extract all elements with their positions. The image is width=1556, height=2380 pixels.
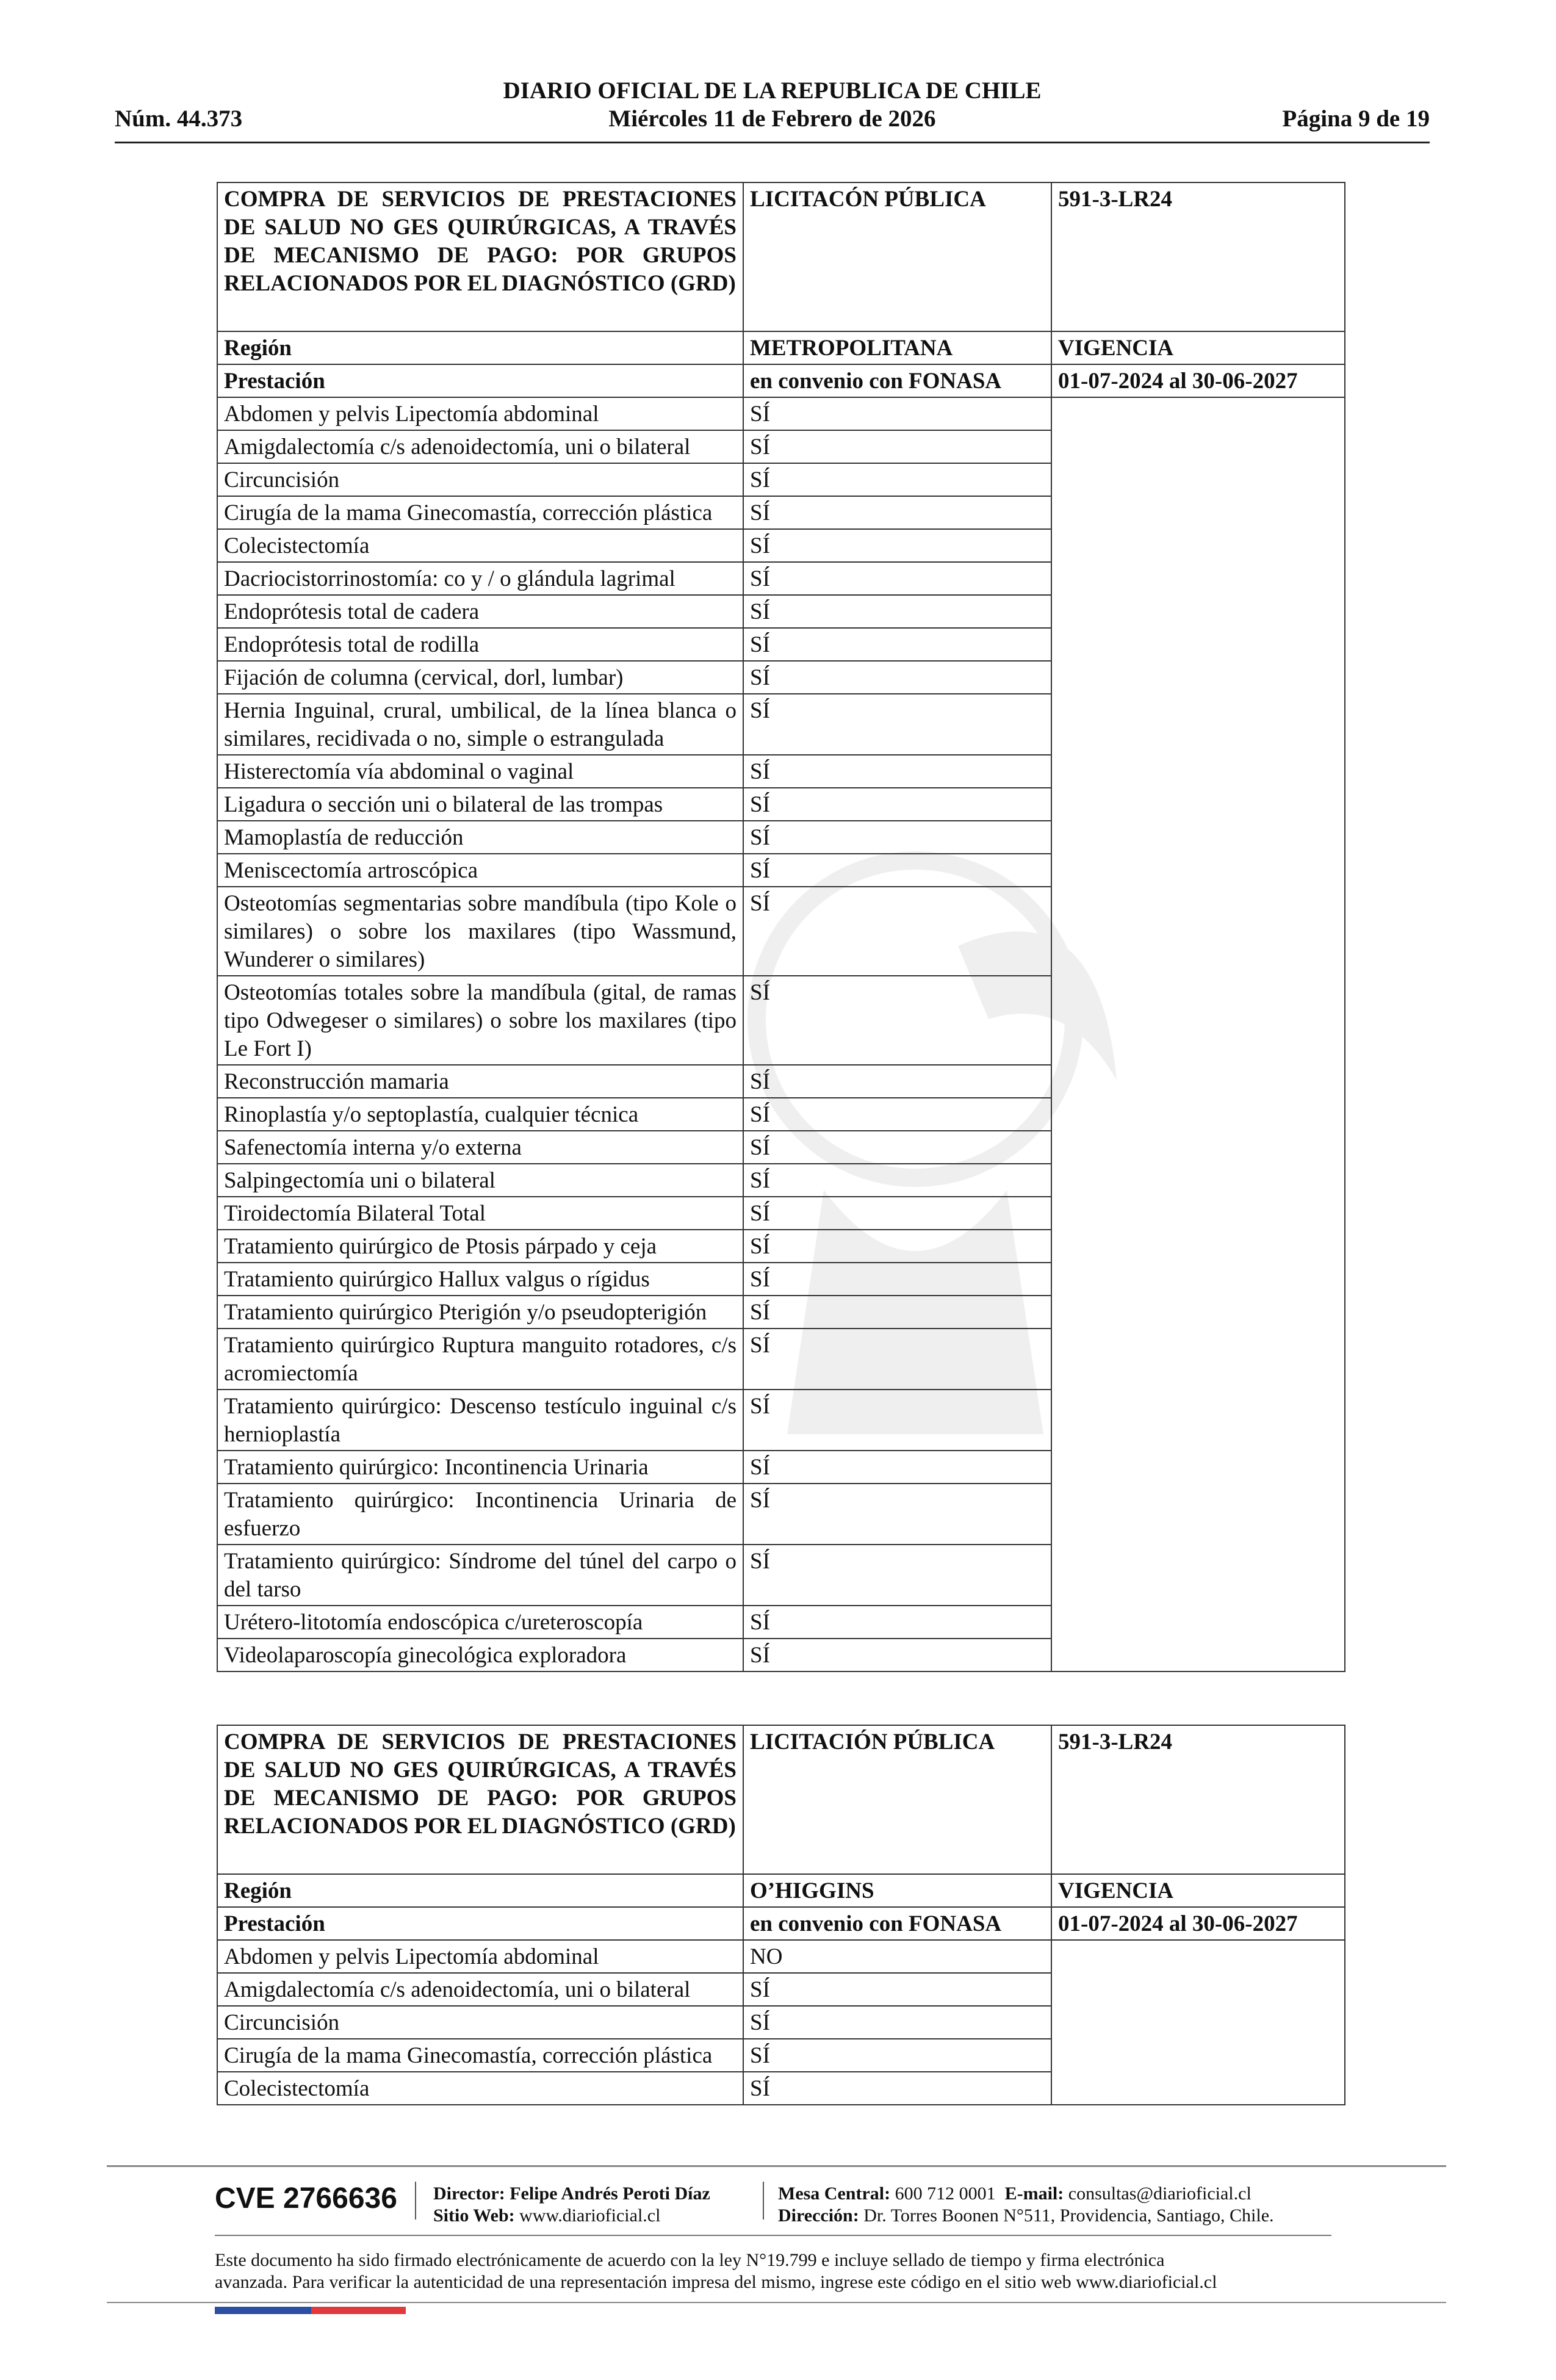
cve-code: CVE 2766636 xyxy=(215,2182,397,2215)
procedure-availability: SÍ xyxy=(743,1451,1051,1484)
mesa-phone: 600 712 0001 xyxy=(895,2183,996,2204)
tender-type: LICITACÓN PÚBLICA xyxy=(743,182,1051,331)
director-label: Director: xyxy=(433,2183,505,2204)
footer-rule-mid xyxy=(215,2235,1331,2236)
flag-stripe-red xyxy=(311,2307,406,2314)
procedure-name: Tratamiento quirúrgico Hallux valgus o rígidus xyxy=(217,1263,743,1296)
procedure-name: Tratamiento quirúrgico de Ptosis párpado y ceja xyxy=(217,1230,743,1263)
prestacion-header-row xyxy=(217,1907,1345,1940)
procedure-availability: SÍ xyxy=(743,1606,1051,1639)
procedure-availability: SÍ xyxy=(743,854,1051,887)
table-title-row xyxy=(217,1725,1345,1874)
address-label: Dirección: xyxy=(778,2205,859,2226)
procedure-availability: SÍ xyxy=(743,1973,1051,2006)
director-name: Felipe Andrés Peroti Díaz xyxy=(510,2183,710,2204)
region-label: Región xyxy=(217,1874,743,1907)
vigencia-period: 01-07-2024 al 30-06-2027 xyxy=(1051,364,1345,397)
procedure-availability: SÍ xyxy=(743,1639,1051,1671)
page-number: Página 9 de 19 xyxy=(1282,106,1430,132)
procedure-availability: SÍ xyxy=(743,1545,1051,1606)
procedure-name: Hernia Inguinal, crural, umbilical, de la línea blanca o similares, recidivada o no, simple o estrangulada xyxy=(217,694,743,755)
procedure-name: Dacriocistorrinostomía: co y / o glándula lagrimal xyxy=(217,562,743,595)
legal-notice xyxy=(215,2249,1338,2293)
tender-code: 591-3-LR24 xyxy=(1051,1725,1345,1874)
procedure-availability: SÍ xyxy=(743,430,1051,463)
procedure-name: Abdomen y pelvis Lipectomía abdominal xyxy=(217,1940,743,1973)
footer-director-block xyxy=(433,2183,710,2227)
procedure-name: Cirugía de la mama Ginecomastía, corrección plástica xyxy=(217,496,743,529)
procedure-name: Reconstrucción mamaria xyxy=(217,1065,743,1098)
procedure-availability: SÍ xyxy=(743,1197,1051,1230)
region-value: METROPOLITANA xyxy=(743,331,1051,364)
footer-contact-block xyxy=(778,2183,1274,2227)
footer-rule-top xyxy=(107,2165,1446,2167)
region-row xyxy=(217,1874,1345,1907)
procedure-name: Fijación de columna (cervical, dorl, lumbar) xyxy=(217,661,743,694)
vigencia-label: VIGENCIA xyxy=(1051,331,1345,364)
procedure-availability: SÍ xyxy=(743,529,1051,562)
procedure-availability: SÍ xyxy=(743,1065,1051,1098)
procedure-availability: SÍ xyxy=(743,887,1051,976)
vigencia-label: VIGENCIA xyxy=(1051,1874,1345,1907)
table-title-row xyxy=(217,182,1345,331)
procedure-name: Tratamiento quirúrgico: Incontinencia Urinaria de esfuerzo xyxy=(217,1484,743,1545)
procedure-name: Tratamiento quirúrgico Pterigión y/o pseudopterigión xyxy=(217,1296,743,1329)
procedure-name: Circuncisión xyxy=(217,2006,743,2039)
procedure-name: Tratamiento quirúrgico: Síndrome del túnel del carpo o del tarso xyxy=(217,1545,743,1606)
procedure-name: Endoprótesis total de cadera xyxy=(217,595,743,628)
footer-divider xyxy=(415,2182,416,2220)
procedure-availability: SÍ xyxy=(743,1164,1051,1197)
procedure-name: Osteotomías totales sobre la mandíbula (gital, de ramas tipo Odwegeser o similares) o sobre los maxilares (tipo Le Fort I) xyxy=(217,976,743,1065)
procedure-availability: SÍ xyxy=(743,397,1051,430)
procedure-name: Mamoplastía de reducción xyxy=(217,821,743,854)
procedure-name: Tratamiento quirúrgico Ruptura manguito rotadores, c/s acromiectomía xyxy=(217,1329,743,1390)
procedure-availability: SÍ xyxy=(743,1230,1051,1263)
page-header xyxy=(115,72,1430,145)
procedure-availability: SÍ xyxy=(743,821,1051,854)
issue-number: Núm. 44.373 xyxy=(115,106,243,132)
procedure-name: Circuncisión xyxy=(217,463,743,496)
procedure-availability: SÍ xyxy=(743,628,1051,661)
procedure-name: Tratamiento quirúrgico: Incontinencia Urinaria xyxy=(217,1451,743,1484)
procedure-name: Rinoplastía y/o septoplastía, cualquier técnica xyxy=(217,1098,743,1131)
procedure-availability: SÍ xyxy=(743,1329,1051,1390)
convenio-label: en convenio con FONASA xyxy=(743,364,1051,397)
procedure-availability: SÍ xyxy=(743,496,1051,529)
procedure-name: Safenectomía interna y/o externa xyxy=(217,1131,743,1164)
site-label: Sitio Web: xyxy=(433,2205,515,2226)
procedure-name: Videolaparoscopía ginecológica exploradora xyxy=(217,1639,743,1671)
procedure-name: Cirugía de la mama Ginecomastía, corrección plástica xyxy=(217,2039,743,2072)
procedure-name: Amigdalectomía c/s adenoidectomía, uni o bilateral xyxy=(217,1973,743,2006)
procedure-name: Colecistectomía xyxy=(217,2072,743,2105)
procedure-name: Endoprótesis total de rodilla xyxy=(217,628,743,661)
procedure-availability: NO xyxy=(743,1940,1051,1973)
footer-divider xyxy=(763,2182,764,2220)
procedure-availability: SÍ xyxy=(743,463,1051,496)
vigencia-period: 01-07-2024 al 30-06-2027 xyxy=(1051,1907,1345,1940)
procedure-availability: SÍ xyxy=(743,1263,1051,1296)
region-row xyxy=(217,331,1345,364)
procedure-name: Tratamiento quirúrgico: Descenso testículo inguinal c/s hernioplastía xyxy=(217,1390,743,1451)
tender-title: COMPRA DE SERVICIOS DE PRESTACIONES DE SALUD NO GES QUIRÚRGICAS, A TRAVÉS DE MECANISMO DE PAGO: POR GRUPOS RELACIONADOS POR EL DIAGNÓSTICO (GRD) xyxy=(217,1725,743,1874)
tender-type: LICITACIÓN PÚBLICA xyxy=(743,1725,1051,1874)
footer-rule-bottom xyxy=(107,2302,1446,2303)
table-row xyxy=(217,397,1345,430)
procedure-availability: SÍ xyxy=(743,1484,1051,1545)
procedure-name: Osteotomías segmentarias sobre mandíbula (tipo Kole o similares) o sobre los maxilares (tipo Wassmund, Wunderer o similares) xyxy=(217,887,743,976)
procedure-availability: SÍ xyxy=(743,2006,1051,2039)
region-label: Región xyxy=(217,331,743,364)
tender-table-ohiggins xyxy=(217,1725,1345,2105)
procedure-availability: SÍ xyxy=(743,976,1051,1065)
procedure-availability: SÍ xyxy=(743,755,1051,788)
procedure-availability: SÍ xyxy=(743,2072,1051,2105)
procedure-name: Meniscectomía artroscópica xyxy=(217,854,743,887)
email-label: E-mail: xyxy=(1004,2183,1064,2204)
procedure-name: Urétero-litotomía endoscópica c/ureteroscopía xyxy=(217,1606,743,1639)
prestacion-header-row xyxy=(217,364,1345,397)
issue-date: Miércoles 11 de Febrero de 2026 xyxy=(608,106,936,132)
region-value: O’HIGGINS xyxy=(743,1874,1051,1907)
procedure-availability: SÍ xyxy=(743,595,1051,628)
legal-line-1: Este documento ha sido firmado electrónicamente de acuerdo con la ley N°19.799 e incluye sellado de tiempo y firma electrónica xyxy=(215,2250,1165,2270)
procedure-name: Amigdalectomía c/s adenoidectomía, uni o bilateral xyxy=(217,430,743,463)
procedure-name: Tiroidectomía Bilateral Total xyxy=(217,1197,743,1230)
procedure-availability: SÍ xyxy=(743,1131,1051,1164)
procedure-availability: SÍ xyxy=(743,1098,1051,1131)
newspaper-title: DIARIO OFICIAL DE LA REPUBLICA DE CHILE xyxy=(503,78,1042,104)
mesa-label: Mesa Central: xyxy=(778,2183,891,2204)
procedure-name: Salpingectomía uni o bilateral xyxy=(217,1164,743,1197)
prestacion-label: Prestación xyxy=(217,364,743,397)
procedure-availability: SÍ xyxy=(743,562,1051,595)
tender-code: 591-3-LR24 xyxy=(1051,182,1345,331)
legal-line-2: avanzada. Para verificar la autenticidad de una representación impresa del mismo, ingrese este código en el sitio web www.diarioficial.cl xyxy=(215,2272,1217,2292)
table-row xyxy=(217,1940,1345,1973)
procedure-name: Histerectomía vía abdominal o vaginal xyxy=(217,755,743,788)
procedure-name: Ligadura o sección uni o bilateral de las trompas xyxy=(217,788,743,821)
address-text: Dr. Torres Boonen N°511, Providencia, Santiago, Chile. xyxy=(863,2205,1274,2226)
site-link[interactable]: www.diarioficial.cl xyxy=(519,2205,661,2226)
procedure-name: Abdomen y pelvis Lipectomía abdominal xyxy=(217,397,743,430)
header-rule xyxy=(115,142,1430,143)
flag-stripe-blue xyxy=(215,2307,311,2314)
convenio-label: en convenio con FONASA xyxy=(743,1907,1051,1940)
procedure-availability: SÍ xyxy=(743,2039,1051,2072)
tender-title: COMPRA DE SERVICIOS DE PRESTACIONES DE SALUD NO GES QUIRÚRGICAS, A TRAVÉS DE MECANISMO DE PAGO: POR GRUPOS RELACIONADOS POR EL DIAGNÓSTICO (GRD) xyxy=(217,182,743,331)
procedure-availability: SÍ xyxy=(743,1390,1051,1451)
empty-vigencia-cell xyxy=(1051,397,1345,1671)
empty-vigencia-cell xyxy=(1051,1940,1345,2105)
procedure-name: Colecistectomía xyxy=(217,529,743,562)
email-link[interactable]: consultas@diarioficial.cl xyxy=(1068,2183,1252,2204)
tender-table-metropolitana xyxy=(217,182,1345,1672)
prestacion-label: Prestación xyxy=(217,1907,743,1940)
procedure-availability: SÍ xyxy=(743,661,1051,694)
procedure-availability: SÍ xyxy=(743,788,1051,821)
procedure-availability: SÍ xyxy=(743,1296,1051,1329)
procedure-availability: SÍ xyxy=(743,694,1051,755)
